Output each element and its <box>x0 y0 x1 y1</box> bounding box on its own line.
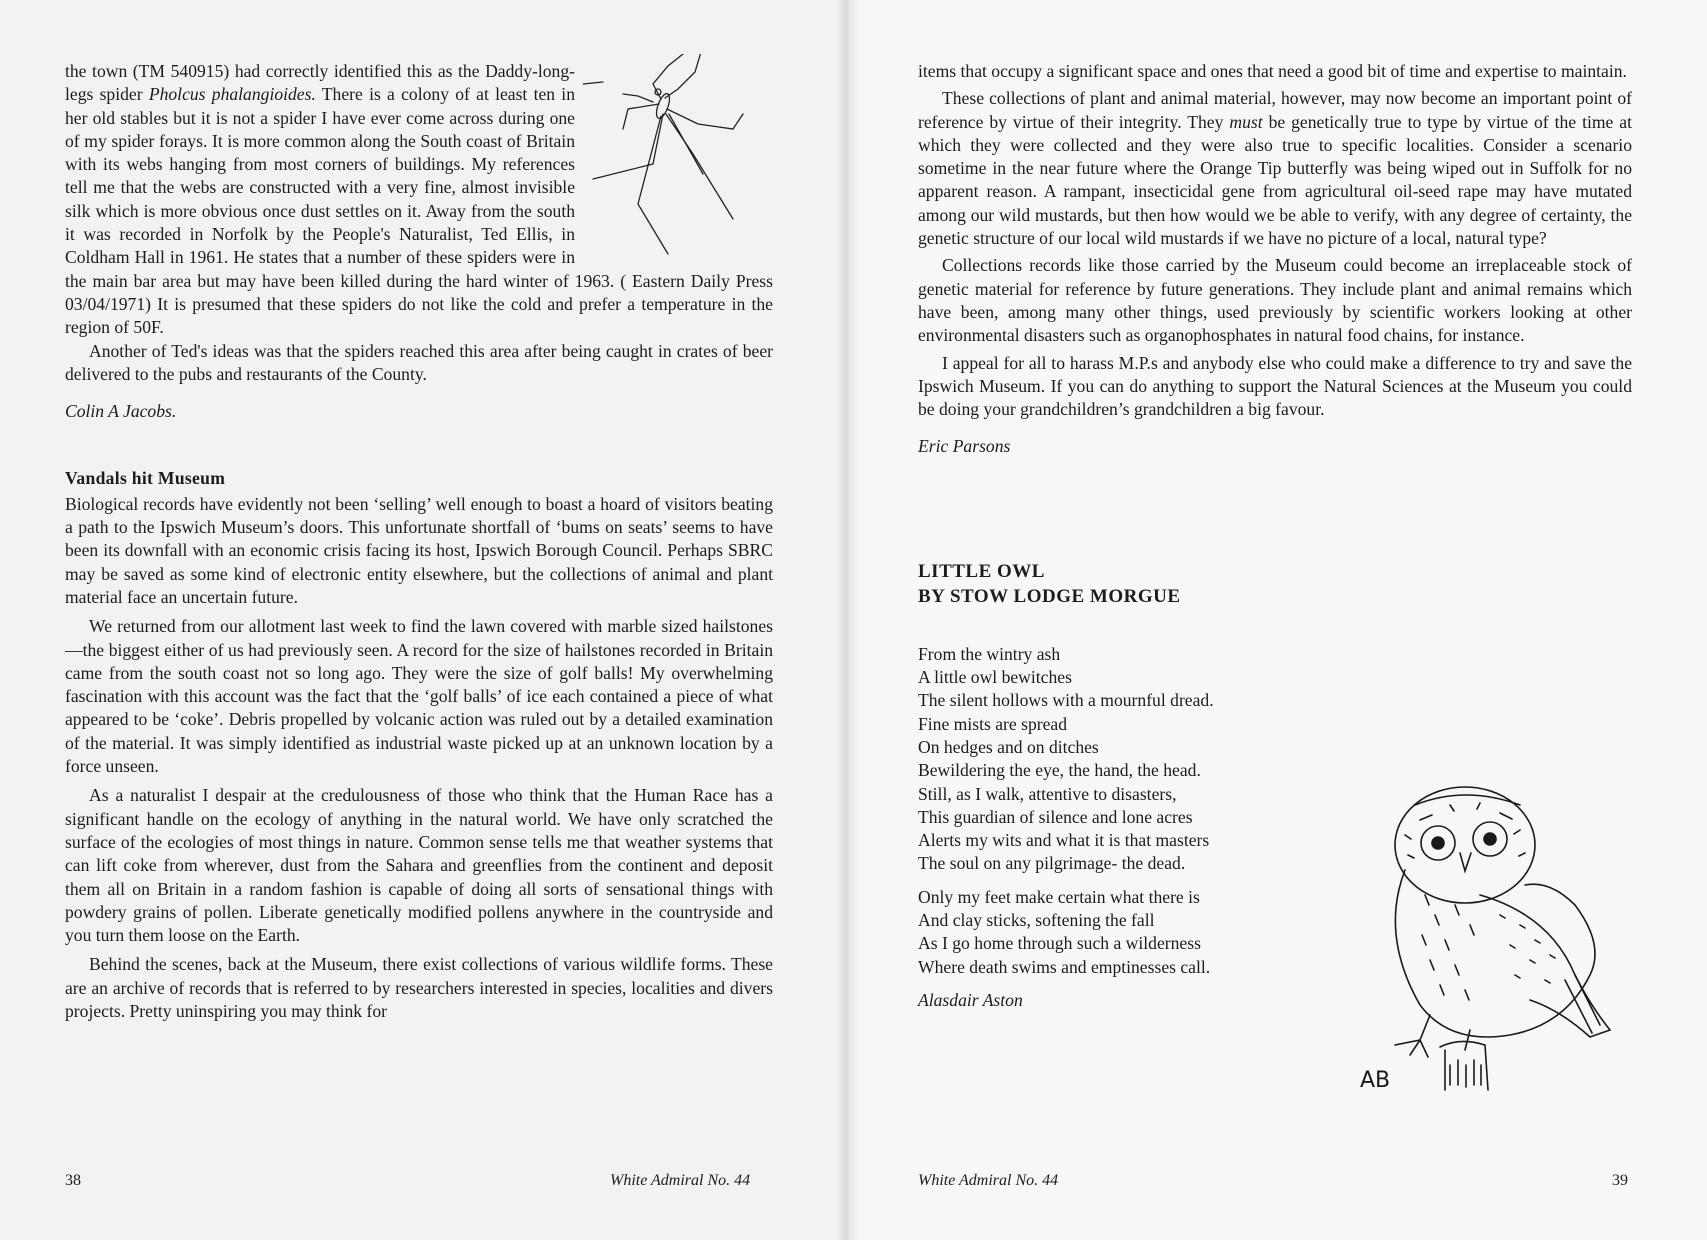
poem-line: Fine mists are spread <box>918 713 1068 734</box>
poem-line: Bewildering the eye, the hand, the head. <box>918 760 1201 781</box>
vandals-paragraph-4: Behind the scenes, back at the Museum, there exist collections of various wildlife forms. These are an archive of records that is referred to by researchers interested in species, localities and divers projects. Pretty uninspiring you may think for <box>65 954 773 1021</box>
right-footer-title: White Admiral No. 44 <box>918 1172 1059 1189</box>
spider-paragraph-2: Another of Ted's ideas was that the spiders reached this area after being caught in crates of beer delivered to the pubs and restaurants of the County. <box>65 340 773 384</box>
poem-line: Where death swims and emptinesses call. <box>918 956 1211 977</box>
left-footer-title: White Admiral No. 44 <box>610 1172 751 1189</box>
right-page-number: 39 <box>1612 1172 1628 1189</box>
poem-line: This guardian of silence and lone acres <box>918 806 1193 827</box>
poem-title-line-1: LITTLE OWL <box>918 560 1045 582</box>
author-eric-parsons: Eric Parsons <box>918 436 1011 457</box>
owl-artist-initials: AB <box>1360 1068 1391 1093</box>
poem-line: Only my feet make certain what there is <box>918 886 1200 907</box>
left-page-number: 38 <box>65 1172 81 1189</box>
museum-paragraph-4: I appeal for all to harass M.P.s and anybody else who could make a difference to try and save the Ipswich Museum. If you can do anything to support the Natural Sciences at the Museum you could be doing your grandchildren’s grandchildren a big favour. <box>918 352 1632 420</box>
vandals-paragraph-2: We returned from our allotment last week to find the lawn covered with marble sized hailstones—the biggest either of us had previously seen. A record for the size of hailstones recorded in Britain came from the south coast not so long ago. They were the size of golf balls! My overwhelming fascination with this account was the fact that the ‘golf balls’ of ice each contained a piece of what appeared to be ‘coke’. Debris propelled by volcanic action was ruled out by a detailed examination of the material. It was simply identified as industrial waste picked up at an unknown location by a force unseen. <box>65 616 773 777</box>
poem-line: Alerts my wits and what it is that masters <box>918 830 1210 851</box>
left-column <box>65 60 773 1023</box>
poem-line: A little owl bewitches <box>918 667 1072 688</box>
museum-paragraph-1: items that occupy a significant space and ones that need a good bit of time and expertise to maintain. <box>918 61 1627 81</box>
poem-line: On hedges and on ditches <box>918 736 1099 757</box>
vandals-paragraph-1: Biological records have evidently not been ‘selling’ well enough to boast a hoard of visitors beating a path to the Ipswich Museum’s doors. This unfortunate shortfall of ‘bums on seats’ seems to have been its downfall with an economic crisis facing its host, Ipswich Borough Council. Perhaps SBRC may be saved as some kind of electronic entity elsewhere, but the collections of animal and plant material face an uncertain future. <box>65 493 773 607</box>
author-alasdair-aston: Alasdair Aston <box>918 989 1023 1010</box>
spider-species-name: Pholcus phalangioides. <box>148 84 316 105</box>
vandals-paragraph-3: As a naturalist I despair at the credulousness of those who think that the Human Race has a significant handle on the ecology of anything in the natural world. We have only scratched the surface of the ecologies of most things in nature. Common sense tells me that weather systems that can lift coke from wherever, dust from the Sahara and greenflies from the continent and deposit them all on Britain in a random fashion is capable of doing all sorts of sensational things with powdery grains of pollen. Liberate genetically modified pollens anywhere in the countryside and you turn them loose on the Earth. <box>65 785 773 946</box>
poem-line: And clay sticks, softening the fall <box>918 910 1155 931</box>
poem-line: The silent hollows with a mournful dread. <box>918 690 1214 711</box>
museum-paragraph-2: These collections of plant and animal material, however, may now become an important point of reference by virtue of their integrity. They must be genetically true to type by virtue of the time at which they were collected and they were also true to specific localities. Consider a scenario sometime in the near future where the Orange Tip butterfly was being wiped out in Suffolk for no apparent reason. A rampant, insecticidal gene from agricultural oil-seed rape may have mutated among our wild mustards, but then how would we be able to verify, with any degree of certainty, the genetic structure of our local wild mustards if we have no picture of a local, natural type? <box>918 88 1633 249</box>
book-gutter <box>836 0 860 1240</box>
museum-paragraph-3: Collections records like those carried by the Museum could become an irreplaceable stock of genetic material for reference by future generations. They include plant and animal remains which have been, among many other things, used previously by scientific workers looking at other environmental disasters such as organophosphates in natural food chains, for instance. <box>918 255 1632 346</box>
author-colin-jacobs: Colin A Jacobs. <box>65 401 177 422</box>
poem-line: Still, as I walk, attentive to disasters, <box>918 783 1177 804</box>
vandals-heading: Vandals hit Museum <box>65 468 226 489</box>
owl-drawing-icon <box>1360 775 1630 1095</box>
poem-title-line-2: BY STOW LODGE MORGUE <box>918 585 1181 607</box>
spider-drawing-icon <box>583 54 773 259</box>
poem-line: From the wintry ash <box>918 643 1061 664</box>
spider-paragraph-1: the town (TM 540915) had correctly identified this as the Daddy-long-legs spider Pholcus phalangioides. There is a colony of at least ten in her old stables but it is not a spider I have ever come across during one of my spider forays. It is more common along the South coast of Britain with its webs hanging from most corners of buildings. My references tell me that the webs are constructed with a very fine, almost invisible silk which is more obvious once dust settles on it. Away from the south it was recorded in Norfolk by the People's Naturalist, Ted Ellis, in Coldham Hall in 1961. He states that a number of these spiders were in the main bar area but may have been killed during the hard winter of 1963. ( Eastern Daily Press 03/04/1971) It is presumed that these spiders do not like the cold and prefer a temperature in the region of 50F. <box>65 61 773 338</box>
poem-line: As I go home through such a wilderness <box>918 933 1201 954</box>
poem-line: The soul on any pilgrimage- the dead. <box>918 853 1186 874</box>
